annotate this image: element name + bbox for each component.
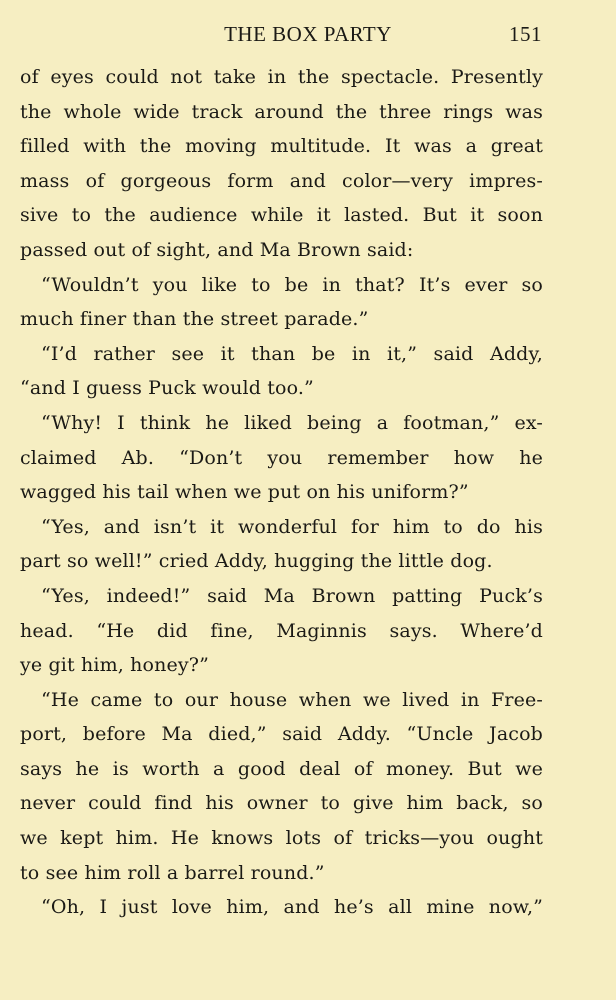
text-line: the whole wide track around the three rings was [20,100,543,123]
text-line: passed out of sight, and Ma Brown said: [20,238,414,261]
text-line: “and I guess Puck would too.” [20,377,314,400]
text-line: much finer than the street parade.” [20,308,369,331]
text-line: part so well!” cried Addy, hugging the little dog. [20,550,493,573]
text-line: claimed Ab. “Don’t you remember how he [20,446,543,469]
text-line: “Oh, I just love him, and he’s all mine now,” [41,896,543,919]
text-line: mass of gorgeous form and color—very impres- [20,169,543,192]
text-line: head. “He did fine, Maginnis says. Where’d [20,619,543,642]
body-text [20,60,543,925]
text-line: “Yes, and isn’t it wonderful for him to do his [41,515,543,538]
running-head: THE BOX PARTY [224,22,392,46]
text-line: we kept him. He knows lots of tricks—you ought [20,827,543,850]
page-header [0,22,616,52]
text-line: “Wouldn’t you like to be in that? It’s ever so [41,273,543,296]
text-line: “Yes, indeed!” said Ma Brown patting Puck’s [41,584,543,607]
text-line: “He came to our house when we lived in Free- [41,688,543,711]
text-line: wagged his tail when we put on his uniform?” [20,481,469,504]
text-line: “I’d rather see it than be in it,” said Addy, [41,342,543,365]
text-line: filled with the moving multitude. It was a great [20,135,543,158]
text-line: sive to the audience while it lasted. But it soon [20,204,543,227]
text-line: ye git him, honey?” [20,654,209,677]
text-line: never could find his owner to give him back, so [20,792,543,815]
text-line: to see him roll a barrel round.” [20,861,325,884]
text-line: of eyes could not take in the spectacle. Presently [20,66,543,88]
text-line: says he is worth a good deal of money. But we [20,757,543,780]
page-number: 151 [509,22,542,46]
text-line: port, before Ma died,” said Addy. “Uncle Jacob [20,723,543,746]
text-line: “Why! I think he liked being a footman,” ex- [41,411,543,434]
